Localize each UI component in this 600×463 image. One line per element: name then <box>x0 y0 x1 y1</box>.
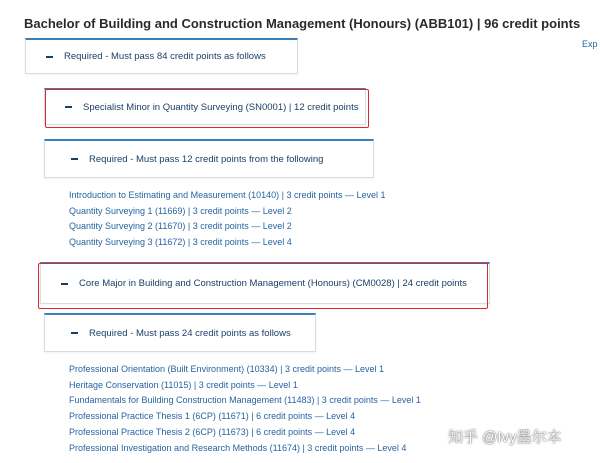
minor-highlight <box>45 89 369 128</box>
watermark: 知乎 @Ivy墨尔本 <box>448 429 562 446</box>
major-unit-list <box>69 362 421 456</box>
page-title: Bachelor of Building and Construction Management (Honours) (ABB101) | 96 credit points <box>24 16 581 31</box>
unit-link[interactable]: Fundamentals for Building Construction Management (11483) | 3 credit points — Level 1 <box>69 395 421 406</box>
minor-heading-label: Specialist Minor in Quantity Surveying (SN0001) | 12 credit points <box>83 101 359 113</box>
unit-link[interactable]: Quantity Surveying 2 (11670) | 3 credit points — Level 2 <box>69 221 292 232</box>
minor-required-label: Required - Must pass 12 credit points from the following <box>89 153 324 165</box>
unit-link[interactable]: Quantity Surveying 1 (11669) | 3 credit points — Level 2 <box>69 205 292 216</box>
unit-link[interactable]: Introduction to Estimating and Measurement (10140) | 3 credit points — Level 1 <box>69 190 386 200</box>
unit-link[interactable]: Professional Practice Thesis 1 (6CP) (11671) | 6 credit points — Level 4 <box>69 411 356 422</box>
collapse-icon <box>46 56 53 58</box>
unit-link[interactable]: Heritage Conservation (11015) | 3 credit points — Level 1 <box>69 379 298 390</box>
major-required-toggle[interactable] <box>44 313 316 352</box>
minor-unit-list <box>69 188 386 251</box>
collapse-icon <box>71 332 78 334</box>
unit-link[interactable]: Professional Orientation (Built Environment) (10334) | 3 credit points — Level 1 <box>69 364 384 374</box>
unit-link[interactable]: Professional Investigation and Research Methods (11674) | 3 credit points — Level 4 <box>69 442 407 453</box>
required-main-toggle[interactable] <box>25 38 298 74</box>
unit-link[interactable]: Quantity Surveying 3 (11672) | 3 credit points — Level 4 <box>69 237 292 248</box>
unit-link[interactable]: Professional Practice Thesis 2 (6CP) (11673) | 6 credit points — Level 4 <box>69 426 356 437</box>
major-heading-label: Core Major in Building and Construction Management (Honours) (CM0028) | 24 credit points <box>79 278 467 289</box>
major-highlight <box>38 263 488 309</box>
required-main-label: Required - Must pass 84 credit points as follows <box>64 51 266 62</box>
expand-all-link[interactable]: Exp <box>582 39 598 49</box>
collapse-icon <box>71 158 78 160</box>
major-required-label: Required - Must pass 24 credit points as follows <box>89 327 291 339</box>
minor-required-toggle[interactable] <box>44 139 374 178</box>
